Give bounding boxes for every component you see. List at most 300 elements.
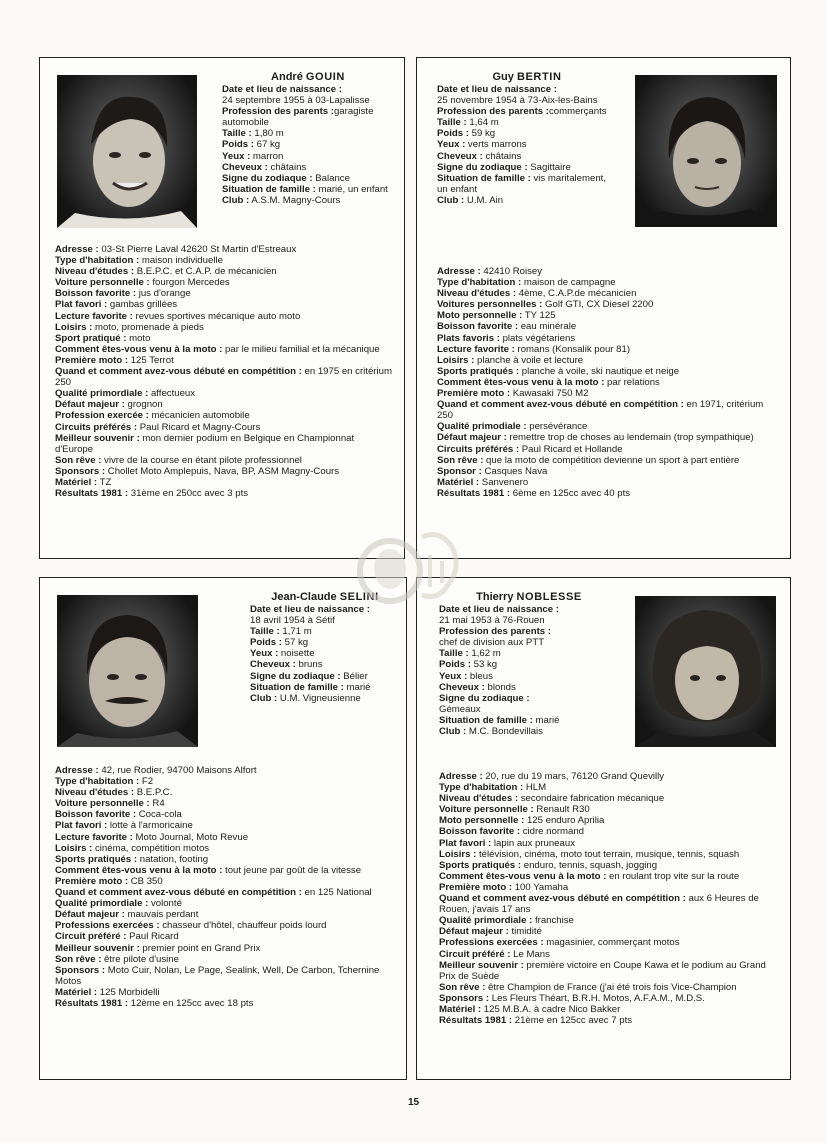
field-label: Voiture personnelle : [55,798,150,810]
field-label: Type d'habitation : [55,255,140,267]
field-value: chef de division aux PTT [439,637,545,649]
field-value: natation, footing [137,853,209,865]
watermark-logo [352,525,470,617]
field-value: maison individuelle [139,255,223,267]
field-row [222,184,394,195]
field-row [250,648,400,659]
field-row [222,128,394,139]
field-row [55,422,393,433]
field-row [439,671,619,682]
field-label: Qualité primordiale : [55,388,149,400]
field-label: Sport pratiqué : [55,332,127,344]
field-label: Yeux : [222,150,251,162]
field-label: Situation de famille : [222,183,316,195]
field-value: Coca-cola [136,809,182,821]
field-label: Loisirs : [55,842,93,854]
field-label: Comment êtes-vous venu à la moto : [439,870,607,882]
field-label: Situation de famille : [439,714,533,726]
field-label: Boisson favorite : [55,288,137,300]
field-value: U.M. Ain [464,194,504,206]
field-row [437,195,617,206]
portrait-face-icon [635,75,777,227]
last-name: BERTIN [516,71,562,83]
field-value: 21ème en 125cc avec 7 pts [512,1015,633,1027]
first-name: André [271,71,303,83]
field-label: Matériel : [437,476,480,488]
field-value: blonds [484,681,516,693]
field-label: Sponsors : [55,964,106,976]
field-label: Lecture favorite : [55,310,133,322]
field-value: marié, un enfant [315,183,388,195]
field-value: planche à voile et lecture [474,354,584,366]
field-value: romans (Konsalik pour 81) [514,343,631,355]
field-value: maison de campagne [521,277,616,289]
field-label: Première moto : [55,354,129,366]
field-row [55,931,395,942]
field-row [55,765,395,776]
field-row [55,865,395,876]
field-value: U.M. Vigneusienne [277,692,361,704]
field-label: Première moto : [55,875,129,887]
field-row [439,826,777,837]
field-row [439,659,619,670]
field-label: Défaut majeur : [55,399,125,411]
field-row [439,849,777,860]
field-value: garagiste automobile [222,106,374,129]
field-label: Matériel : [55,476,98,488]
field-value: 42, rue Rodier, 94700 Maisons Alfort [98,765,257,776]
portrait-photo [635,75,777,227]
field-label: Voiture personnelle : [55,277,150,289]
field-row [222,106,394,128]
field-row [439,771,777,782]
field-label: Comment êtes-vous venu à la moto : [437,376,605,388]
field-row [439,882,777,893]
field-row [437,321,777,332]
field-label: Circuits préférés : [437,443,520,455]
field-value: lapin aux pruneaux [491,837,575,849]
field-value: être pilote d'usine [101,953,179,965]
field-row [439,893,777,915]
field-label: Club : [250,692,278,704]
last-name: GOUIN [305,71,345,83]
field-row [55,477,393,488]
field-label: Adresse : [55,244,99,255]
field-row [437,173,617,195]
field-label: Signe du zodiaque : [250,670,341,682]
field-row [437,151,617,162]
field-row [55,266,393,277]
field-value: persévérance [526,421,588,433]
field-label: Situation de famille : [437,172,531,184]
field-row [439,726,619,737]
field-label: Niveau d'études : [55,266,135,278]
field-label: Résultats 1981 : [439,1015,513,1027]
field-value: Casques Nava [481,465,548,477]
field-value: 6ème en 125cc avec 40 pts [510,487,631,499]
field-row [437,432,777,443]
field-value: châtains [482,150,522,162]
field-value: TY 125 [522,310,556,322]
field-row [55,943,395,954]
field-row [439,838,777,849]
field-row [439,815,777,826]
field-label: Date et lieu de naissance : [250,604,370,615]
field-row [250,671,400,682]
field-row [55,455,393,466]
field-value: commerçants [548,106,607,118]
field-value: 57 kg [281,637,309,649]
athlete-name [437,71,617,84]
field-label: Sports pratiqués : [55,853,138,865]
field-label: Yeux : [437,139,466,151]
field-label: Matériel : [55,986,98,998]
field-row [439,926,777,937]
field-label: Première moto : [439,881,513,893]
field-value: par relations [604,376,660,388]
field-row [437,477,777,488]
field-value: 59 kg [468,128,496,140]
field-row [250,659,400,670]
first-name: Thierry [476,591,514,603]
portrait-face-icon [57,75,197,228]
field-row [437,466,777,477]
field-row [439,937,777,948]
field-row [437,366,777,377]
field-label: Moto personnelle : [437,310,523,322]
field-value: 42410 Roisey [480,266,543,277]
profile-card-jean-claude-selini [39,577,407,1080]
field-row [55,488,393,499]
field-value: 4ème, C.A.P.de mécanicien [516,288,637,300]
field-value: B.E.P.C. et C.A.P. de mécanicien [134,266,277,278]
field-label: Lecture favorite : [437,343,515,355]
field-row [55,366,393,388]
field-row [55,344,393,355]
field-value: remettre trop de choses au lendemain (trop sympathique) [506,432,754,444]
field-label: Date et lieu de naissance : [437,84,557,95]
field-row [439,637,619,648]
field-value: 1,71 m [279,626,312,638]
field-row [55,987,395,998]
field-value: que la moto de compétition devienne un sport à part entière [483,454,740,466]
field-value: vivre de la course en étant pilote professionnel [101,454,302,466]
field-row [55,809,395,820]
field-value: 21 mai 1953 à 76-Rouen [439,615,545,627]
field-label: Sponsors : [439,992,490,1004]
field-value: F2 [139,776,154,788]
field-label: Quand et comment avez-vous débuté en compétition : [55,887,302,899]
field-row [55,876,395,887]
field-label: Adresse : [55,765,99,776]
field-row [250,626,400,637]
field-value: 1,80 m [251,128,284,140]
field-value: Renault R30 [533,804,590,816]
field-row [55,311,393,322]
field-label: Situation de famille : [250,681,344,693]
field-row [437,388,777,399]
field-value: moto, promenade à pieds [92,321,204,333]
field-row [55,288,393,299]
field-value: CB 350 [128,875,163,887]
field-value: Balance [312,172,350,184]
field-label: Signe du zodiaque : [222,172,313,184]
field-value: 25 novembre 1954 à 73-Aix-les-Bains [437,95,598,107]
field-value: marié [532,714,560,726]
field-label: Taille : [437,117,467,129]
field-label: Voitures personnelles : [437,299,543,311]
field-row [437,455,777,466]
field-value: affectueux [148,388,196,400]
field-row [437,333,777,344]
field-label: Sports pratiqués : [439,859,522,871]
profile-card-thierry-noblesse [416,577,791,1080]
field-value: cinéma, compétition motos [92,842,210,854]
field-row [437,299,777,310]
field-value: magasinier, commerçant motos [543,937,680,949]
field-value: chasseur d'hôtel, chauffeur poids lourd [159,920,327,932]
field-value: 1,62 m [468,648,501,660]
field-label: Boisson favorite : [439,826,521,838]
field-label: Loisirs : [437,354,475,366]
field-label: Comment êtes-vous venu à la moto : [55,343,223,355]
field-label: Date et lieu de naissance : [439,604,559,615]
field-label: Défaut majeur : [439,926,509,938]
field-label: Circuit préféré : [439,948,511,960]
field-label: Son rêve : [55,953,102,965]
field-row [439,648,619,659]
field-row [55,776,395,787]
field-row [55,998,395,1009]
field-row [439,682,619,693]
field-row [55,898,395,909]
field-label: Poids : [250,637,282,649]
field-label: Plat favori : [439,837,492,849]
field-row [437,421,777,432]
field-row [439,993,777,1004]
field-label: Poids : [437,128,469,140]
field-label: Défaut majeur : [55,909,125,921]
field-label: Cheveux : [222,161,268,173]
field-row [55,965,395,987]
field-label: Taille : [222,128,252,140]
page-number: 15 [407,1097,420,1108]
field-row [439,782,777,793]
field-label: Cheveux : [439,681,485,693]
field-row [55,843,395,854]
field-label: Défaut majeur : [437,432,507,444]
field-row [439,982,777,993]
field-value: en 1975 en critérium 250 [55,366,392,389]
field-row [437,84,617,95]
field-value: bruns [295,659,323,671]
field-value: 67 kg [253,139,281,151]
field-row [439,626,619,637]
field-value: fourgon Mercedes [149,277,230,289]
field-value: gambas grillées [107,299,178,311]
field-row [55,820,395,831]
field-value: mécanicien automobile [148,410,250,422]
field-row [439,960,777,982]
field-row [55,832,395,843]
profile-card-andre-gouin [39,57,405,559]
portrait-face-icon [57,595,198,747]
field-label: Loisirs : [439,848,477,860]
field-row [439,1015,777,1026]
field-label: Son rêve : [439,981,486,993]
field-value: Moto Journal, Moto Revue [132,831,249,843]
field-value: Moto Cuir, Nolan, Le Page, Sealink, Well, De Carbon, Tchernine Motos [55,964,380,987]
field-value: B.E.P.C. [134,787,173,799]
field-row [222,195,394,206]
field-row [437,399,777,421]
field-row [55,954,395,965]
field-value: 125 Terrot [128,354,174,366]
field-label: Boisson favorite : [55,809,137,821]
field-label: Meilleur souvenir : [439,959,524,971]
field-row [222,84,394,95]
field-value: noisette [278,648,315,660]
field-label: Boisson favorite : [437,321,519,333]
field-row [437,344,777,355]
field-value: TZ [97,476,112,488]
field-value: aux 6 Heures de Rouen, j'avais 17 ans [439,893,759,916]
field-value: Golf GTI, CX Diesel 2200 [542,299,654,311]
field-value: télévision, cinéma, moto tout terrain, musique, tennis, squash [476,848,740,860]
field-label: Adresse : [439,771,483,782]
field-label: Cheveux : [437,150,483,162]
field-value: HLM [523,782,547,794]
field-value: en roulant trop vite sur la route [606,870,740,882]
field-label: Profession des parents : [437,106,549,118]
field-row [439,871,777,882]
field-value: mon dernier podium en Belgique en Championnat d'Europe [55,432,355,455]
field-row [55,909,395,920]
field-label: Professions exercées : [55,920,160,932]
field-row [222,95,394,106]
field-row [439,1004,777,1015]
field-label: Type d'habitation : [437,277,522,289]
field-row [437,139,617,150]
field-label: Poids : [439,659,471,671]
field-row [55,333,393,344]
field-row [55,277,393,288]
field-value: 31ème en 250cc avec 3 pts [128,488,249,500]
field-label: Signe du zodiaque : [437,161,528,173]
field-value: 24 septembre 1955 à 03-Lapalisse [222,95,370,107]
field-value: Les Fleurs Théart, B.R.H. Motos, A.F.A.M., M.D.S. [489,992,705,1004]
field-row [250,682,400,693]
field-row [55,322,393,333]
field-value: R4 [149,798,165,810]
field-row [55,355,393,366]
field-value: Kawasaki 750 M2 [510,388,589,400]
field-row [55,798,395,809]
field-value: Bélier [340,670,368,682]
field-label: Profession des parents : [222,106,334,118]
field-row [55,244,393,255]
field-value: secondaire fabrication mécanique [518,793,665,805]
field-label: Quand et comment avez-vous débuté en compétition : [437,399,684,411]
field-label: Niveau d'études : [55,787,135,799]
field-label: Circuits préférés : [55,421,138,433]
field-value: en 125 National [301,887,372,899]
field-row [55,433,393,455]
field-label: Yeux : [250,648,279,660]
field-value: 125 M.B.A. à cadre Nico Bakker [481,1003,621,1015]
field-value: Sagittaire [527,161,571,173]
field-value: 125 enduro Aprilia [524,815,605,827]
field-label: Qualité primordiale : [439,915,533,927]
field-row [55,787,395,798]
field-row [437,162,617,173]
field-row [437,377,777,388]
field-row [437,117,617,128]
field-row [437,106,617,117]
field-row [437,355,777,366]
field-label: Profession exercée : [55,410,149,422]
field-row [439,693,619,704]
field-label: Professions exercées : [439,937,544,949]
field-row [55,255,393,266]
field-value: moto [126,332,151,344]
field-label: Niveau d'études : [437,288,517,300]
field-label: Yeux : [439,670,468,682]
field-label: Résultats 1981 : [437,487,511,499]
field-label: Date et lieu de naissance : [222,84,342,95]
field-value: Gémeaux [439,703,481,715]
field-value: jus d'orange [136,288,191,300]
field-row [55,920,395,931]
field-label: Plat favori : [55,299,108,311]
field-row [222,173,394,184]
field-value: A.S.M. Magny-Cours [249,194,341,206]
field-row [55,854,395,865]
field-label: Sports pratiqués : [437,365,520,377]
field-label: Club : [437,194,465,206]
field-row [222,139,394,150]
field-label: Son rêve : [55,454,102,466]
field-label: Première moto : [437,388,511,400]
field-value: plats végétariens [499,332,576,344]
last-name: NOBLESSE [516,591,582,603]
field-value: Le Mans [510,948,550,960]
field-value: 18 avril 1954 à Sétif [250,615,335,627]
field-row [439,793,777,804]
field-value: première victoire en Coupe Kawa et le podium au Grand Prix de Suède [439,959,766,982]
field-label: Meilleur souvenir : [55,942,140,954]
field-value: volonté [148,898,182,910]
field-label: Son rêve : [437,454,484,466]
field-label: Club : [222,194,250,206]
field-label: Circuit préféré : [55,931,127,943]
field-value: verts marrons [465,139,527,151]
last-name: SELINI [339,591,379,603]
field-value: 20, rue du 19 mars, 76120 Grand Quevilly [482,771,665,782]
field-value: châtains [267,161,307,173]
field-label: Lecture favorite : [55,831,133,843]
field-value: cidre normand [520,826,585,838]
field-label: Cheveux : [250,659,296,671]
field-value: 1,64 m [466,117,499,129]
field-value: être Champion de France (j'ai été trois fois Vice-Champion [485,981,737,993]
field-value: franchise [532,915,574,927]
field-label: Matériel : [439,1003,482,1015]
field-label: Type d'habitation : [55,776,140,788]
field-value: planche à voile, ski nautique et neige [519,365,680,377]
field-row [437,266,777,277]
field-row [55,887,395,898]
